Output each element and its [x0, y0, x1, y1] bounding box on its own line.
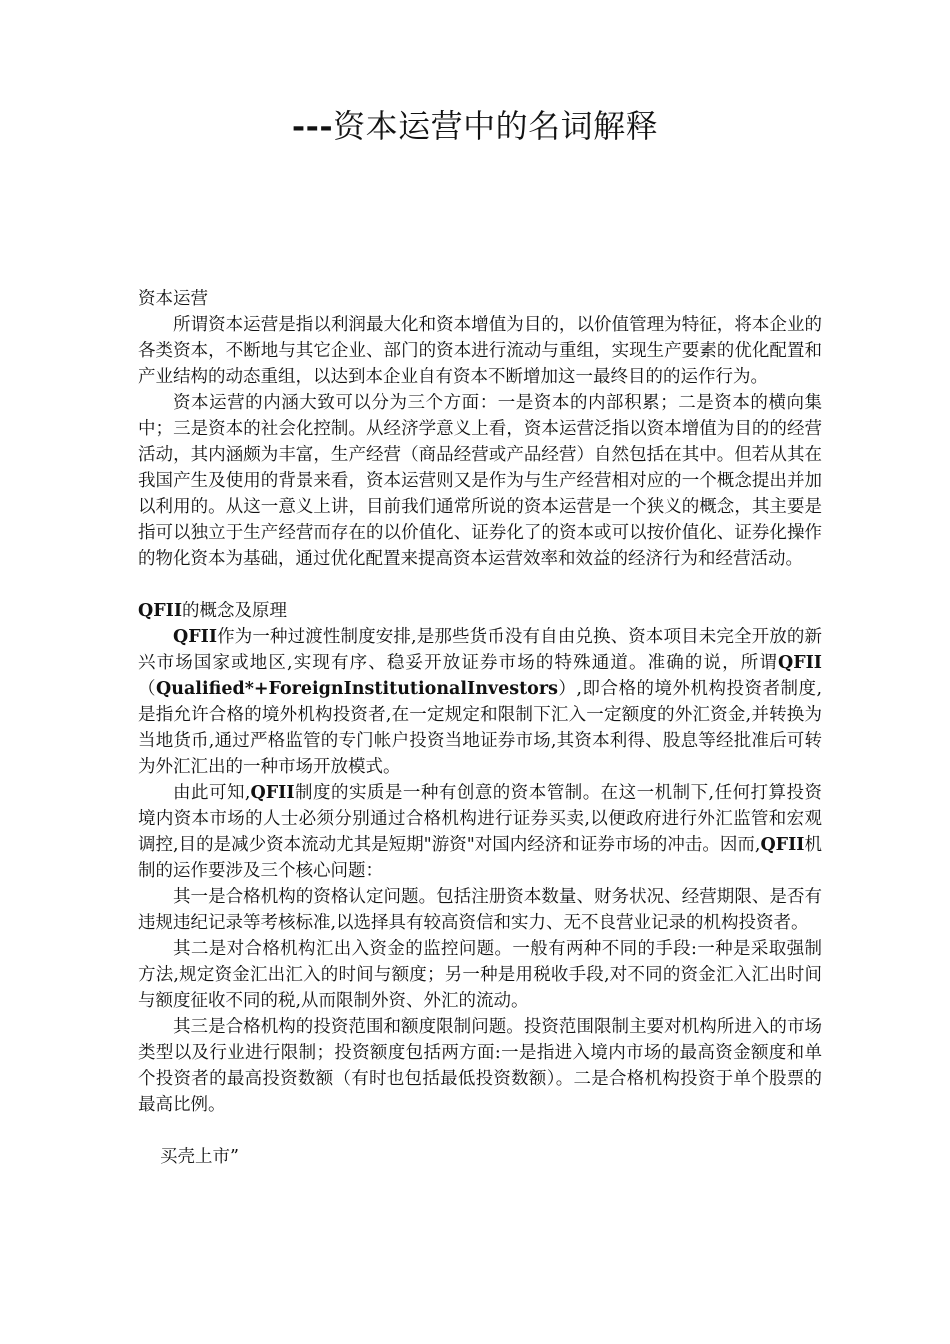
spacer — [138, 572, 822, 598]
text-run: 机制的运作要涉及三个核心问题： — [138, 835, 822, 881]
qfii-term: QFII — [250, 783, 295, 803]
paragraph: 所谓资本运营是指以利润最大化和资本增值为目的，以价值管理为特征，将本企业的各类资本，不断地与其它企业、部门的资本进行流动与重组，实现生产要素的优化配置和产业结构的动态重组，以达到本企业自有资本不断增加这一最终目的的运作行为。 — [138, 315, 822, 387]
paragraph: 其三是合格机构的投资范围和额度限制问题。投资范围限制主要对机构所进入的市场类型以及行业进行限制；投资额度包括两方面:一是指进入境内市场的最高资金额度和单个投资者的最高投资数额（有时也包括最低投资数额）。二是合格机构投资于单个股票的最高比例。 — [138, 1017, 822, 1115]
paragraph: 其一是合格机构的资格认定问题。包括注册资本数量、财务状况、经营期限、是否有违规违纪记录等考核标准,以选择具有较高资信和实力、无不良营业记录的机构投资者。 — [138, 887, 822, 933]
document-body — [138, 286, 822, 1170]
title-prefix: --- — [291, 107, 334, 145]
qfii-term: QFII — [760, 835, 805, 855]
paragraph: 其二是对合格机构汇出入资金的监控问题。一般有两种不同的手段:一种是采取强制方法,规定资金汇出汇入的时间与额度；另一种是用税收手段,对不同的资金汇入汇出时间与额度征收不同的税,从而限制外资、外汇的流动。 — [138, 939, 822, 1011]
text-run: 作为一种过渡性制度安排,是那些货币没有自由兑换、资本项目未完全开放的新兴市场国家或地区,实现有序、稳妥开放证券市场的特殊通道。准确的说，所谓 — [138, 627, 822, 673]
text-run: （ — [138, 679, 156, 699]
section-heading-capital-operation: 资本运营 — [138, 289, 208, 309]
page-title — [0, 104, 950, 148]
section-heading-qfii — [138, 598, 822, 624]
spacer — [138, 1118, 822, 1144]
qfii-term: QFII — [173, 627, 218, 647]
paragraph — [138, 780, 822, 884]
paragraph: 资本运营的内涵大致可以分为三个方面：一是资本的内部积累；二是资本的横向集中；三是资本的社会化控制。从经济学意义上看，资本运营泛指以资本增值为目的的经营活动，其内涵颇为丰富，生产经营（商品经营或产品经营）自然包括在其中。但若从其在我国产生及使用的背景来看，资本运营则又是作为与生产经营相对应的一个概念提出并加以利用的。从这一意义上讲，目前我们通常所说的资本运营是一个狭义的概念，其主要是指可以独立于生产经营而存在的以价值化、证券化了的资本或可以按价值化、证券化操作的物化资本为基础，通过优化配置来提高资本运营效率和效益的经济行为和经营活动。 — [138, 393, 822, 569]
paragraph — [138, 624, 822, 780]
text-run: ）,即合格的境外机构投资者制度,是指允许合格的境外机构投资者,在一定规定和限制下汇入一定额度的外汇资金,并转换为当地货币,通过严格监管的专门帐户投资当地证券市场,其资本利得、股息等经批准后可转为外汇汇出的一种市场开放模式。 — [138, 679, 823, 777]
text-run: 制度的实质是一种有创意的资本管制。在这一机制下,任何打算投资境内资本市场的人士必须分别通过合格机构进行证券买卖,以便政府进行外汇监管和宏观调控,目的是减少资本流动尤其是短期"游资"对国内经济和证券市场的冲击。因而, — [138, 783, 822, 855]
section-heading-backdoor-listing: 买壳上市” — [160, 1147, 239, 1167]
text-run: 由此可知, — [173, 783, 251, 803]
qfii-full-name: Qualified*+ForeignInstitutionalInvestors — [156, 679, 558, 699]
title-text: 资本运营中的名词解释 — [333, 107, 659, 145]
heading-text: 的概念及原理 — [182, 601, 288, 621]
qfii-term: QFII — [777, 653, 822, 673]
qfii-term: QFII — [138, 601, 183, 621]
